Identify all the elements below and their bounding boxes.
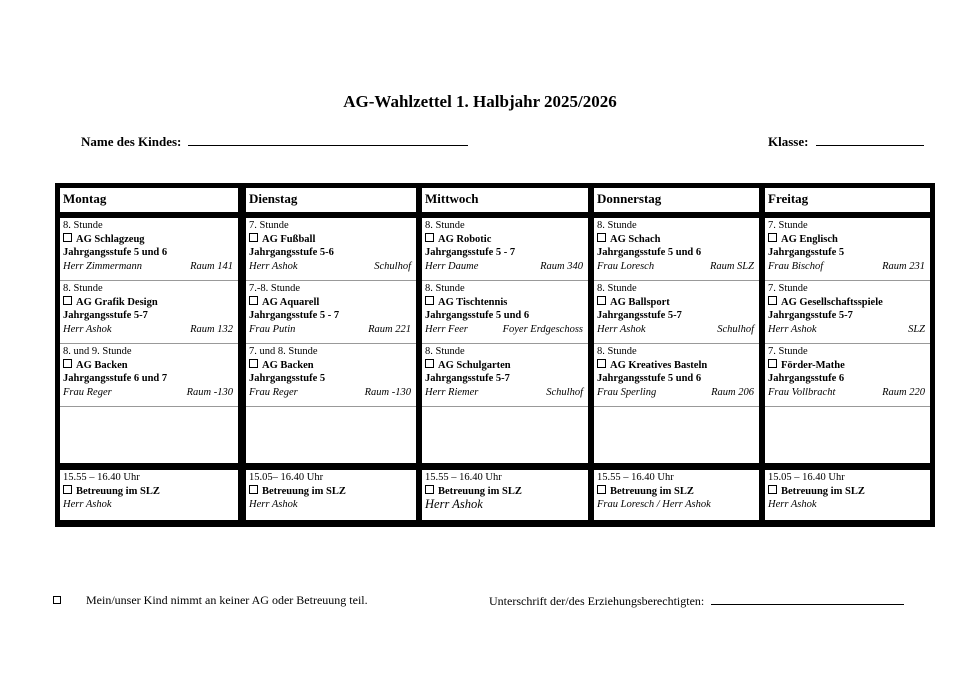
ag-name-row[interactable] (63, 233, 235, 247)
ag-name: AG Backen (76, 359, 128, 371)
care-time: 15.05 – 16.40 Uhr (768, 472, 845, 483)
ag-teacher: Herr Riemer (425, 386, 479, 398)
checkbox-icon[interactable] (425, 296, 434, 305)
ag-option (422, 344, 588, 406)
ag-time: 8. Stunde (597, 346, 637, 357)
ag-option (765, 344, 930, 406)
ag-grade: Jahrgangsstufe 5-6 (249, 247, 334, 258)
care-name: Betreuung im SLZ (610, 485, 694, 497)
care-name: Betreuung im SLZ (262, 485, 346, 497)
ag-grade: Jahrgangsstufe 5 - 7 (425, 247, 516, 258)
ag-time: 7. Stunde (768, 346, 808, 357)
ag-name: AG Englisch (781, 233, 838, 245)
ag-name-row[interactable] (425, 359, 585, 373)
row-divider (60, 406, 238, 407)
ag-name: AG Robotic (438, 233, 492, 245)
ag-teacher: Herr Feer (425, 323, 468, 335)
signature-field[interactable] (711, 593, 904, 605)
care-time: 15.55 – 16.40 Uhr (63, 472, 140, 483)
ag-room: Raum 220 (882, 386, 925, 398)
ag-teacher: Frau Reger (63, 386, 112, 398)
checkbox-icon[interactable] (249, 233, 258, 242)
ag-name-row[interactable] (597, 296, 756, 310)
ag-grade: Jahrgangsstufe 5 und 6 (597, 373, 702, 384)
ag-name-row[interactable] (249, 233, 413, 247)
row-divider (422, 406, 588, 407)
care-teacher: Herr Ashok (425, 497, 483, 511)
ag-name: Förder-Mathe (781, 359, 845, 371)
ag-name: AG Schulgarten (438, 359, 511, 371)
ag-room: Raum 231 (882, 260, 925, 272)
day-header-freitag: Freitag (765, 188, 930, 212)
ag-teacher: Herr Zimmermann (63, 260, 143, 272)
care-name-row[interactable] (63, 485, 235, 499)
checkbox-icon[interactable] (768, 296, 777, 305)
checkbox-icon[interactable] (249, 296, 258, 305)
page-title: AG-Wahlzettel 1. Halbjahr 2025/2026 (343, 92, 617, 111)
day-header-dienstag: Dienstag (246, 188, 416, 212)
class-row (768, 133, 924, 150)
care-option (60, 470, 238, 520)
ag-option (594, 281, 759, 343)
care-name-row[interactable] (249, 485, 413, 499)
ag-grade: Jahrgangsstufe 6 und 7 (63, 373, 168, 384)
ag-room: Raum SLZ (709, 260, 754, 272)
ag-option (60, 344, 238, 406)
checkbox-icon[interactable] (768, 233, 777, 242)
checkbox-icon[interactable] (597, 296, 606, 305)
ag-name-row[interactable] (425, 296, 585, 310)
row-divider (594, 406, 759, 407)
checkbox-icon[interactable] (425, 359, 434, 368)
ag-option (246, 344, 416, 406)
ag-teacher: Herr Daume (425, 260, 479, 272)
ag-name: AG Backen (262, 359, 314, 371)
ag-time: 7. Stunde (249, 220, 289, 231)
care-name: Betreuung im SLZ (781, 485, 865, 497)
ag-room: Raum 206 (711, 386, 754, 398)
ag-grade: Jahrgangsstufe 5 (249, 373, 326, 384)
ag-grade: Jahrgangsstufe 5-7 (597, 310, 682, 321)
ag-name-row[interactable] (425, 233, 585, 247)
ag-time: 8. Stunde (63, 283, 103, 294)
ag-teacher: Frau Sperling (597, 386, 657, 398)
checkbox-icon[interactable] (249, 485, 258, 494)
ag-room: Schulhof (717, 323, 754, 335)
ag-room: Raum 221 (368, 323, 411, 335)
ag-option (246, 218, 416, 280)
ag-teacher: Herr Ashok (768, 323, 817, 335)
ag-teacher: Herr Ashok (597, 323, 646, 335)
ag-name: AG Ballsport (610, 296, 670, 308)
class-field[interactable] (816, 133, 924, 146)
checkbox-icon[interactable] (768, 359, 777, 368)
care-teacher: Herr Ashok (63, 499, 112, 510)
ag-time: 8. Stunde (425, 346, 465, 357)
ag-room: Foyer Erdgeschoss (502, 323, 583, 335)
ag-name-row[interactable] (249, 359, 413, 373)
ag-room: SLZ (908, 323, 925, 335)
child-name-row (81, 133, 468, 150)
checkbox-icon[interactable] (63, 233, 72, 242)
ag-room: Schulhof (374, 260, 411, 272)
checkbox-icon[interactable] (63, 359, 72, 368)
ag-option (765, 218, 930, 280)
checkbox-icon[interactable] (768, 485, 777, 494)
ag-option (594, 218, 759, 280)
care-time: 15.55 – 16.40 Uhr (597, 472, 674, 483)
ag-name: AG Aquarell (262, 296, 320, 308)
checkbox-icon[interactable] (63, 296, 72, 305)
ag-time: 8. und 9. Stunde (63, 346, 132, 357)
ag-room: Schulhof (546, 386, 583, 398)
care-name: Betreuung im SLZ (76, 485, 160, 497)
ag-name: AG Tischtennis (438, 296, 508, 308)
ag-grade: Jahrgangsstufe 5 und 6 (425, 310, 530, 321)
ag-name: AG Kreatives Basteln (610, 359, 708, 371)
checkbox-icon[interactable] (597, 485, 606, 494)
ag-room: Raum -130 (364, 386, 411, 398)
ag-time: 8. Stunde (597, 220, 637, 231)
ag-grade: Jahrgangsstufe 5-7 (63, 310, 148, 321)
ag-name-row[interactable] (249, 296, 413, 310)
ag-teacher: Frau Bischof (768, 260, 824, 272)
ag-time: 8. Stunde (597, 283, 637, 294)
ag-option (246, 281, 416, 343)
child-name-label: Name des Kindes: (81, 134, 182, 149)
row-divider (765, 406, 930, 407)
ag-name-row[interactable] (768, 359, 927, 373)
ag-name: AG Schlagzeug (76, 233, 145, 245)
ag-teacher: Herr Ashok (249, 260, 298, 272)
ag-grade: Jahrgangsstufe 5 - 7 (249, 310, 340, 321)
ag-name: AG Gesellschaftsspiele (781, 296, 883, 308)
ag-name: AG Grafik Design (76, 296, 158, 308)
checkbox-icon[interactable] (249, 359, 258, 368)
class-label: Klasse: (768, 134, 809, 149)
care-teacher: Herr Ashok (768, 499, 817, 510)
child-name-field[interactable] (188, 133, 468, 146)
ag-grade: Jahrgangsstufe 5 (768, 247, 845, 258)
care-name: Betreuung im SLZ (438, 485, 522, 497)
ag-grade: Jahrgangsstufe 5 und 6 (597, 247, 702, 258)
ag-room: Raum -130 (186, 386, 233, 398)
care-option (765, 470, 930, 520)
ag-option (765, 281, 930, 343)
care-name-row[interactable] (768, 485, 927, 499)
care-option (594, 470, 759, 520)
ag-time: 7. und 8. Stunde (249, 346, 318, 357)
ag-option (594, 344, 759, 406)
checkbox-icon[interactable] (597, 233, 606, 242)
ag-room: Raum 132 (190, 323, 233, 335)
ag-teacher: Frau Loresch (597, 260, 655, 272)
day-header-mittwoch: Mittwoch (422, 188, 588, 212)
ag-option (60, 281, 238, 343)
ag-time: 7. Stunde (768, 220, 808, 231)
ag-name-row[interactable] (597, 233, 756, 247)
no-participation-label: Mein/unser Kind nimmt an keiner AG oder Betreuung teil. (86, 593, 368, 607)
ag-name: AG Fußball (262, 233, 316, 245)
ag-name-row[interactable] (63, 296, 235, 310)
checkbox-icon[interactable] (63, 485, 72, 494)
ag-teacher: Frau Putin (249, 323, 296, 335)
ag-grade: Jahrgangsstufe 5 und 6 (63, 247, 168, 258)
care-time: 15.05– 16.40 Uhr (249, 472, 324, 483)
checkbox-icon[interactable] (425, 485, 434, 494)
ag-name-row[interactable] (597, 359, 756, 373)
day-header-montag: Montag (60, 188, 238, 212)
ag-grade: Jahrgangsstufe 5-7 (768, 310, 853, 321)
care-time: 15.55 – 16.40 Uhr (425, 472, 502, 483)
signature-row (489, 593, 904, 609)
ag-time: 8. Stunde (63, 220, 103, 231)
ag-teacher: Frau Reger (249, 386, 298, 398)
ag-teacher: Frau Vollbracht (768, 386, 836, 398)
ag-name: AG Schach (610, 233, 661, 245)
no-participation-checkbox[interactable] (53, 596, 61, 604)
ag-time: 8. Stunde (425, 220, 465, 231)
row-divider (246, 406, 416, 407)
ag-option (422, 281, 588, 343)
ag-name-row[interactable] (768, 233, 927, 247)
ag-name-row[interactable] (63, 359, 235, 373)
care-option (246, 470, 416, 520)
signature-label: Unterschrift der/des Erziehungsberechtigten: (489, 594, 705, 608)
schedule-table (55, 183, 935, 527)
ag-name-row[interactable] (768, 296, 927, 310)
checkbox-icon[interactable] (425, 233, 434, 242)
ag-option (422, 218, 588, 280)
ag-room: Raum 141 (190, 260, 233, 272)
checkbox-icon[interactable] (597, 359, 606, 368)
care-name-row[interactable] (597, 485, 756, 499)
ag-grade: Jahrgangsstufe 5-7 (425, 373, 510, 384)
ag-grade: Jahrgangsstufe 6 (768, 373, 845, 384)
ag-option (60, 218, 238, 280)
ag-time: 7.-8. Stunde (249, 283, 301, 294)
care-teacher: Frau Loresch / Herr Ashok (597, 499, 711, 510)
ag-time: 7. Stunde (768, 283, 808, 294)
ag-time: 8. Stunde (425, 283, 465, 294)
care-teacher: Herr Ashok (249, 499, 298, 510)
ag-teacher: Herr Ashok (63, 323, 112, 335)
day-header-donnerstag: Donnerstag (594, 188, 759, 212)
ag-room: Raum 340 (540, 260, 583, 272)
care-name-row[interactable] (425, 485, 585, 499)
care-option (422, 470, 588, 520)
